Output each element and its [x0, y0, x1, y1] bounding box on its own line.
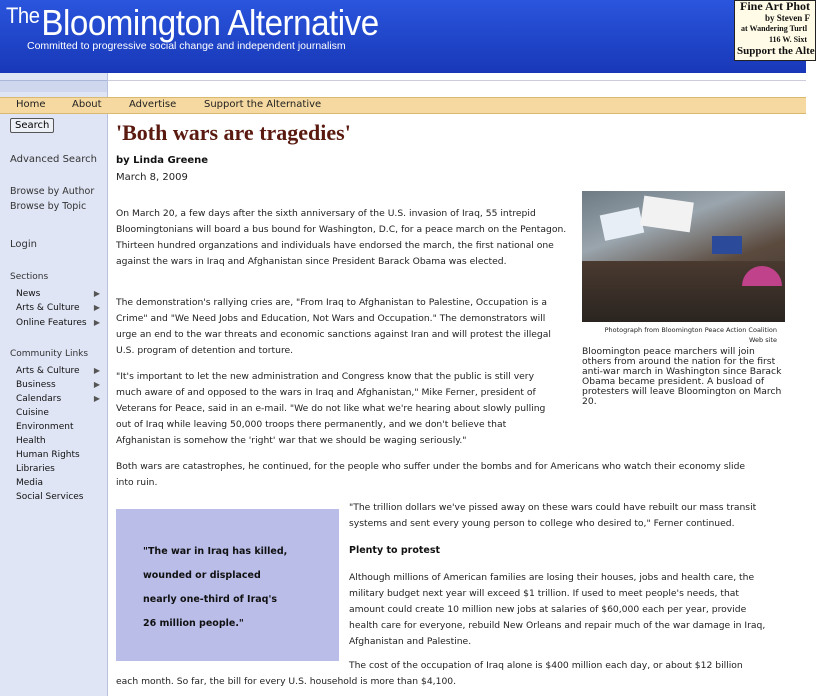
browse-by-author-link[interactable]: Browse by Author	[10, 186, 95, 197]
article-subhead: Plenty to protest	[349, 545, 441, 556]
community-item-health[interactable]: Health	[16, 436, 46, 446]
photo-sign-shape	[640, 196, 694, 233]
login-link[interactable]: Login	[10, 239, 37, 250]
photo-sign-shape	[712, 236, 742, 254]
chevron-right-icon: ▶	[93, 380, 100, 389]
article-byline: by Linda Greene	[116, 155, 209, 166]
article-paragraph-6: Although millions of American families are losing their houses, jobs and health care, the military budget next year will exceed $1 trillion. If used to meet people's needs, that amount could create 10 million new jobs at salaries of $60,000 each per year, provide health care for everyone, rebuild New Orleans and repair much of the war damage in Iraq, Afghanistan and Palestine.	[349, 572, 766, 647]
article-paragraph-4: Both wars are catastrophes, he continued, for the people who suffer under the bombs and for Americans who watch their economy slide into ruin.	[116, 461, 746, 488]
advanced-search-link[interactable]: Advanced Search	[10, 154, 97, 165]
ad-line-1: Fine Art Phot	[740, 0, 810, 13]
chevron-right-icon: ▶	[93, 394, 100, 403]
sidebar-item-online-features[interactable]	[16, 318, 100, 328]
article-paragraph-7-start: The cost of the occupation of Iraq alone is $400 million each day, or about $12 billion	[349, 660, 743, 671]
community-item-business[interactable]	[16, 380, 100, 390]
community-item-cuisine[interactable]: Cuisine	[16, 408, 49, 418]
community-item-social-services[interactable]: Social Services	[16, 492, 84, 502]
ad-line-5: Support the Alte	[737, 45, 815, 57]
sidebar-item-label: Calendars	[16, 394, 62, 404]
header-ad-banner[interactable]	[734, 0, 816, 61]
ad-line-2: by Steven F	[765, 13, 810, 23]
sidebar-item-label: Arts & Culture	[16, 366, 80, 376]
sidebar-item-label: Arts & Culture	[16, 303, 80, 313]
chevron-right-icon: ▶	[93, 366, 100, 375]
photo-credit: Photograph from Bloomington Peace Action Coalition Web site	[604, 326, 777, 344]
article-paragraph-1: On March 20, a few days after the sixth anniversary of the U.S. invasion of Iraq, 55 intrepid Bloomingtonians will board a bus bound for Washington, D.C, for a peace march on the Pentagon. Thirteen hundred organzations and individuals have endorsed the march, the first national one against the wars in Iraq and Afghanistan since President Barack Obama was elected.	[116, 208, 567, 267]
ad-line-4: 116 W. Sixt	[769, 35, 808, 44]
sidebar	[0, 73, 108, 696]
nav-home-link[interactable]: Home	[16, 99, 46, 110]
community-item-libraries[interactable]: Libraries	[16, 464, 55, 474]
community-item-calendars[interactable]	[16, 394, 100, 404]
browse-by-topic-link[interactable]: Browse by Topic	[10, 201, 87, 212]
article-date: March 8, 2009	[116, 172, 188, 183]
article-photo[interactable]	[582, 191, 785, 322]
ad-line-3: at Wandering Turtl	[741, 24, 808, 33]
nav-about-link[interactable]: About	[72, 99, 102, 110]
article-paragraph-7-end: each month. So far, the bill for every U.S. household is more than $4,100.	[116, 676, 457, 687]
sidebar-item-label: News	[16, 289, 41, 299]
sidebar-item-label: Online Features	[16, 318, 87, 328]
pull-quote: "The war in Iraq has killed, wounded or displaced nearly one-third of Iraq's 26 million people."	[143, 546, 288, 629]
community-links-heading: Community Links	[10, 349, 89, 359]
search-button[interactable]: Search	[10, 118, 54, 133]
top-stripe	[107, 80, 806, 98]
community-item-environment[interactable]: Environment	[16, 422, 74, 432]
community-item-arts-culture[interactable]	[16, 366, 100, 376]
chevron-right-icon: ▶	[93, 303, 100, 312]
article-paragraph-5: "The trillion dollars we've pissed away on these wars could have rebuilt our mass transit systems and sent every young person to college who desired to," Ferner continued.	[349, 502, 757, 529]
photo-caption: Bloomington peace marchers will join others from around the nation for the first anti-war march in Washington since Barack Obama became president. A busload of protesters will leave Bloomington on March 20.	[582, 346, 782, 407]
nav-advertise-link[interactable]: Advertise	[129, 99, 177, 110]
site-title-the: The	[6, 3, 40, 28]
nav-support-link[interactable]: Support the Alternative	[204, 99, 322, 110]
sidebar-item-arts-culture[interactable]	[16, 303, 100, 313]
article-paragraph-2: The demonstration's rallying cries are, "From Iraq to Afghanistan to Palestine, Occupation is a Crime" and "We Need Jobs and Education, Not Wars and Occupation." The demonstrators will urge an end to the war threats and economic sanctions against Iran and will protest the illegal U.S. program of detention and torture.	[116, 297, 551, 356]
sidebar-item-label: Business	[16, 380, 56, 390]
site-title[interactable]	[6, 2, 379, 44]
community-item-human-rights[interactable]: Human Rights	[16, 450, 80, 460]
main-nav-bar	[0, 97, 806, 114]
sidebar-top-strip	[0, 80, 107, 92]
article-title: 'Both wars are tragedies'	[116, 120, 351, 145]
article-paragraph-3: "It's important to let the new administration and Congress know that the public is still very much aware of and opposed to the wars in Iraq and Afghanistan," Mike Ferner, president of Veterans for Peace, said in an e-mail. "We do not like what we're hearing about slowly pulling out of Iraq while leaving 50,000 troops there permanently, and we don't believe that Afghanistan is somehow the 'right' war that we should be waging seriously."	[116, 371, 546, 446]
chevron-right-icon: ▶	[93, 318, 100, 327]
sidebar-item-news[interactable]	[16, 289, 100, 299]
photo-sign-shape	[600, 207, 645, 241]
chevron-right-icon: ▶	[93, 289, 100, 298]
site-tagline: Committed to progressive social change and independent journalism	[27, 40, 346, 52]
site-header	[0, 0, 815, 73]
sections-heading: Sections	[10, 272, 49, 282]
community-item-media[interactable]: Media	[16, 478, 44, 488]
site-title-text: Bloomington Alternative	[41, 2, 379, 43]
